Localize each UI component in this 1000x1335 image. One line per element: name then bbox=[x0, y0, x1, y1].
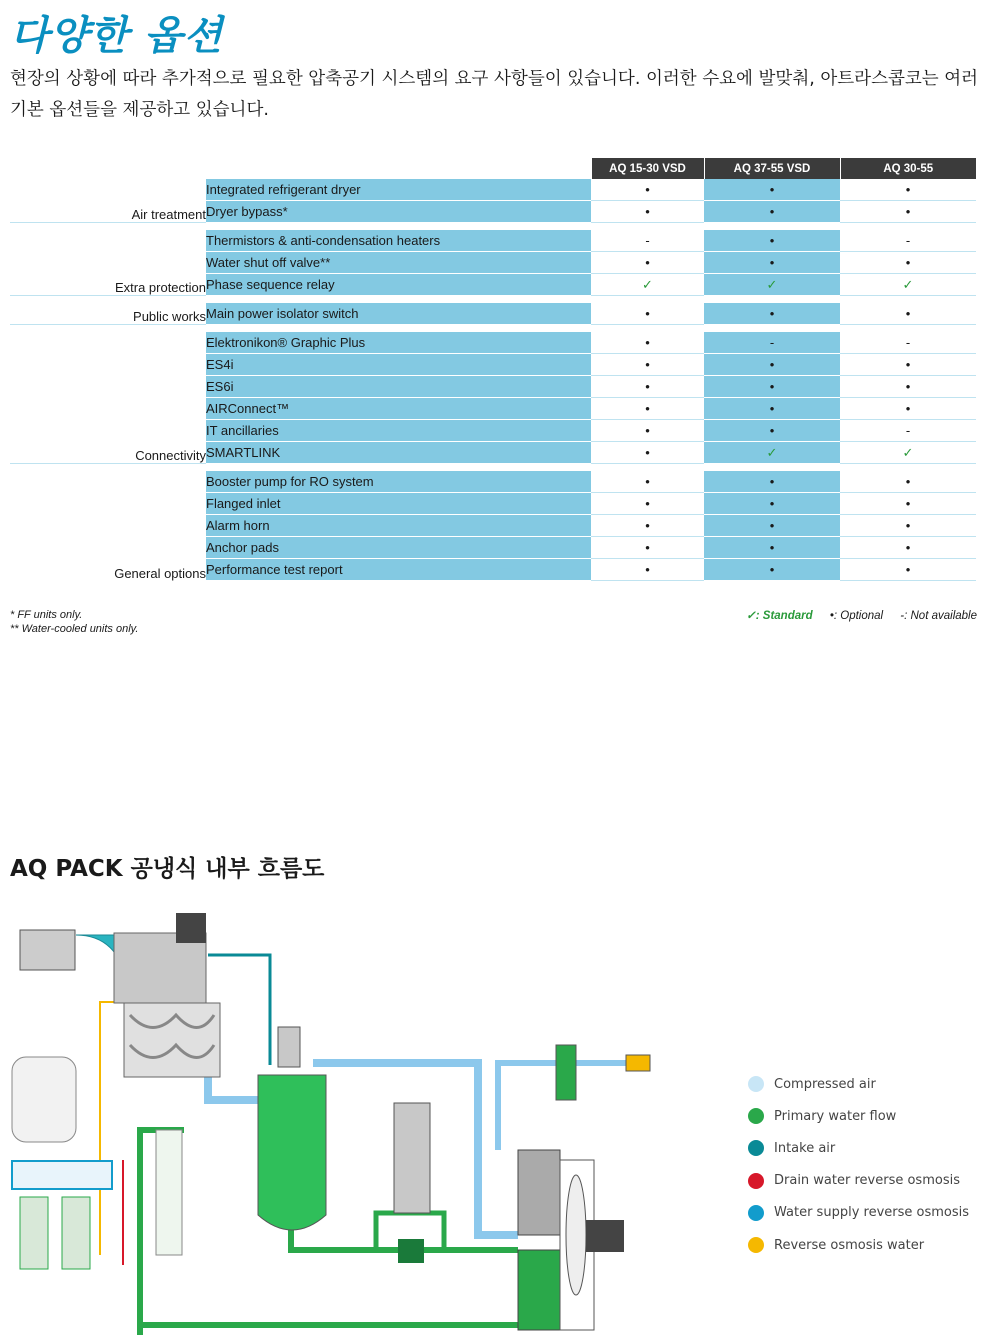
option-value: • bbox=[840, 252, 976, 274]
option-value: • bbox=[591, 471, 704, 493]
legend-item bbox=[748, 1100, 969, 1132]
option-value: • bbox=[591, 442, 704, 464]
option-value: • bbox=[704, 230, 840, 252]
booster-pump bbox=[394, 1103, 430, 1213]
option-value: • bbox=[591, 537, 704, 559]
compressor-element bbox=[124, 1003, 220, 1077]
option-value: • bbox=[704, 201, 840, 223]
legend-dot-icon bbox=[748, 1108, 764, 1124]
safety-valve bbox=[278, 1027, 300, 1067]
option-value: • bbox=[704, 493, 840, 515]
water-filter bbox=[156, 1130, 182, 1255]
water-valve-block bbox=[398, 1239, 424, 1263]
legend-label: Intake air bbox=[774, 1140, 836, 1156]
key-optional: •: Optional bbox=[829, 610, 884, 622]
option-value: • bbox=[591, 398, 704, 420]
section-title: AQ PACK 공냉식 내부 흐름도 bbox=[10, 856, 325, 882]
feature-label: Dryer bypass* bbox=[206, 201, 591, 223]
group-spacer bbox=[10, 296, 976, 304]
option-value: • bbox=[591, 559, 704, 581]
option-value: • bbox=[704, 515, 840, 537]
legend-dot-icon bbox=[748, 1205, 764, 1221]
option-value: • bbox=[591, 354, 704, 376]
footnote-ff: * FF units only. bbox=[10, 609, 83, 621]
legend-label: Compressed air bbox=[774, 1076, 876, 1092]
symbol-key bbox=[732, 608, 977, 622]
option-value: • bbox=[840, 515, 976, 537]
option-value: • bbox=[591, 201, 704, 223]
outlet-valve bbox=[626, 1055, 650, 1071]
key-not-available: -: Not available bbox=[900, 610, 977, 622]
option-value: • bbox=[840, 559, 976, 581]
category-label: Public works bbox=[133, 309, 206, 324]
column-header: AQ 30-55 bbox=[840, 158, 976, 179]
option-value: • bbox=[704, 252, 840, 274]
option-value: • bbox=[591, 179, 704, 201]
option-value: • bbox=[704, 398, 840, 420]
option-value: • bbox=[591, 493, 704, 515]
ro-filter bbox=[62, 1197, 90, 1269]
options-table bbox=[10, 158, 976, 581]
option-value: • bbox=[704, 354, 840, 376]
feature-label: AIRConnect™ bbox=[206, 398, 591, 420]
option-value: • bbox=[591, 376, 704, 398]
option-value: - bbox=[591, 230, 704, 252]
category-label: General options bbox=[114, 565, 206, 581]
option-value: • bbox=[840, 398, 976, 420]
feature-label: Main power isolator switch bbox=[206, 303, 591, 325]
compressed-air-pipe bbox=[208, 1075, 263, 1100]
option-value: ✓ bbox=[704, 274, 840, 296]
group-spacer bbox=[10, 223, 976, 231]
category-label: Extra protection bbox=[114, 280, 206, 295]
table-row bbox=[10, 230, 976, 252]
option-value: • bbox=[840, 537, 976, 559]
intake-valve bbox=[176, 913, 206, 943]
legend-dot-icon bbox=[748, 1076, 764, 1092]
category-label: Connectivity bbox=[135, 448, 206, 463]
table-header-row bbox=[10, 158, 976, 179]
flow-diagram bbox=[8, 905, 728, 1335]
column-header: AQ 37-55 VSD bbox=[704, 158, 840, 179]
option-value: • bbox=[591, 332, 704, 354]
option-value: • bbox=[591, 303, 704, 325]
option-value: ✓ bbox=[591, 274, 704, 296]
legend-label: Reverse osmosis water bbox=[774, 1237, 925, 1253]
feature-label: ES4i bbox=[206, 354, 591, 376]
outlet-filter bbox=[556, 1045, 576, 1100]
group-spacer bbox=[10, 464, 976, 472]
option-value: • bbox=[591, 420, 704, 442]
water-cooler bbox=[518, 1250, 560, 1330]
legend-dot-icon bbox=[748, 1140, 764, 1156]
legend-label: Primary water flow bbox=[774, 1108, 897, 1124]
feature-label: Booster pump for RO system bbox=[206, 471, 591, 493]
footnote-water: ** Water-cooled units only. bbox=[10, 623, 139, 635]
feature-label: Integrated refrigerant dryer bbox=[206, 179, 591, 201]
category-label: Air treatment bbox=[131, 207, 206, 222]
legend-item bbox=[748, 1165, 969, 1197]
ro-water-pipe bbox=[100, 1002, 123, 1255]
column-header: AQ 15-30 VSD bbox=[591, 158, 704, 179]
ro-filter bbox=[20, 1197, 48, 1269]
group-spacer bbox=[10, 325, 976, 333]
option-value: • bbox=[704, 179, 840, 201]
feature-label: Elektronikon® Graphic Plus bbox=[206, 332, 591, 354]
page-title: 다양한 옵션 bbox=[10, 13, 224, 59]
table-row bbox=[10, 179, 976, 201]
option-value: • bbox=[704, 376, 840, 398]
feature-label: Water shut off valve** bbox=[206, 252, 591, 274]
feature-label: Alarm horn bbox=[206, 515, 591, 537]
table-body bbox=[10, 179, 976, 581]
legend-item bbox=[748, 1068, 969, 1100]
table-row bbox=[10, 471, 976, 493]
legend-dot-icon bbox=[748, 1173, 764, 1189]
feature-label: Thermistors & anti-condensation heaters bbox=[206, 230, 591, 252]
feature-label: Phase sequence relay bbox=[206, 274, 591, 296]
option-value: • bbox=[840, 471, 976, 493]
option-value: • bbox=[704, 420, 840, 442]
fan-motor bbox=[586, 1220, 624, 1252]
feature-label: Flanged inlet bbox=[206, 493, 591, 515]
option-value: • bbox=[704, 471, 840, 493]
legend-dot-icon bbox=[748, 1237, 764, 1253]
option-value: - bbox=[704, 332, 840, 354]
option-value: - bbox=[840, 230, 976, 252]
table-row bbox=[10, 332, 976, 354]
option-value: • bbox=[840, 376, 976, 398]
feature-label: Anchor pads bbox=[206, 537, 591, 559]
option-value: ✓ bbox=[840, 274, 976, 296]
option-value: • bbox=[704, 559, 840, 581]
option-value: • bbox=[840, 303, 976, 325]
option-value: ✓ bbox=[704, 442, 840, 464]
option-value: • bbox=[840, 201, 976, 223]
option-value: • bbox=[591, 515, 704, 537]
option-value: • bbox=[840, 493, 976, 515]
aftercooler bbox=[518, 1150, 560, 1235]
legend-label: Water supply reverse osmosis bbox=[774, 1205, 970, 1221]
legend-label: Drain water reverse osmosis bbox=[774, 1173, 960, 1189]
ro-tank bbox=[12, 1057, 76, 1142]
option-value: - bbox=[840, 420, 976, 442]
legend-item bbox=[748, 1132, 969, 1164]
fan-blade bbox=[566, 1175, 586, 1295]
key-standard: ✓: Standard bbox=[746, 610, 813, 622]
option-value: • bbox=[591, 252, 704, 274]
footnotes bbox=[10, 608, 138, 636]
legend-item bbox=[748, 1229, 969, 1261]
option-value: • bbox=[840, 354, 976, 376]
table-row bbox=[10, 303, 976, 325]
feature-label: IT ancillaries bbox=[206, 420, 591, 442]
separator-tank bbox=[258, 1075, 326, 1230]
option-value: - bbox=[840, 332, 976, 354]
compressor-head bbox=[114, 933, 206, 1003]
option-value: ✓ bbox=[840, 442, 976, 464]
option-value: • bbox=[840, 179, 976, 201]
feature-label: Performance test report bbox=[206, 559, 591, 581]
feature-label: ES6i bbox=[206, 376, 591, 398]
option-value: • bbox=[704, 537, 840, 559]
flow-legend bbox=[748, 1068, 969, 1261]
ro-filter-frame bbox=[12, 1161, 112, 1189]
legend-item bbox=[748, 1197, 969, 1229]
intro-text: 현장의 상황에 따라 추가적으로 필요한 압축공기 시스템의 요구 사항들이 있습니다. 이러한 수요에 발맞춰, 아트라스콥코는 여러 기본 옵션들을 제공하고 있습니다. bbox=[10, 69, 979, 120]
intake-filter bbox=[20, 930, 75, 970]
feature-label: SMARTLINK bbox=[206, 442, 591, 464]
option-value: • bbox=[704, 303, 840, 325]
